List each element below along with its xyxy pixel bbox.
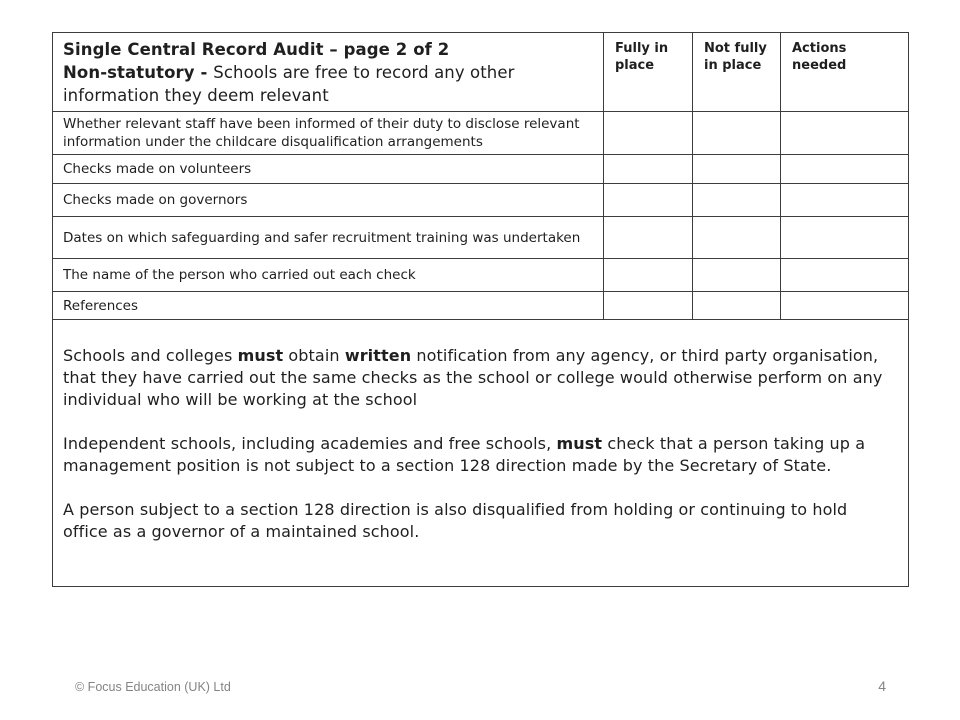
footer-copyright: © Focus Education (UK) Ltd bbox=[75, 680, 231, 694]
fully-in-place-cell bbox=[604, 292, 693, 320]
not-fully-in-place-cell bbox=[693, 217, 781, 259]
actions-needed-cell bbox=[781, 112, 909, 155]
footer-page-number: 4 bbox=[878, 678, 886, 694]
page-footer bbox=[75, 678, 886, 694]
column-header-actions-needed: Actions needed bbox=[781, 33, 909, 112]
actions-needed-cell bbox=[781, 292, 909, 320]
not-fully-in-place-cell bbox=[693, 184, 781, 217]
not-fully-in-place-cell bbox=[693, 112, 781, 155]
audit-table bbox=[52, 32, 909, 587]
table-header-row bbox=[53, 33, 909, 112]
row-label: Whether relevant staff have been informed of their duty to disclose relevant information under the childcare disqualification arrangements bbox=[53, 112, 604, 155]
table-row bbox=[53, 292, 909, 320]
table-row bbox=[53, 259, 909, 292]
fully-in-place-cell bbox=[604, 217, 693, 259]
note-paragraph: A person subject to a section 128 direction is also disqualified from holding or continuing to hold office as a governor of a maintained school. bbox=[63, 500, 848, 541]
actions-needed-cell bbox=[781, 217, 909, 259]
row-label: Dates on which safeguarding and safer recruitment training was undertaken bbox=[53, 217, 604, 259]
fully-in-place-cell bbox=[604, 184, 693, 217]
table-row bbox=[53, 112, 909, 155]
table-row bbox=[53, 155, 909, 184]
table-row bbox=[53, 184, 909, 217]
table-title: Single Central Record Audit – page 2 of 2 Non-statutory - Schools are free to record any other information they deem relevant bbox=[53, 33, 604, 112]
not-fully-in-place-cell bbox=[693, 292, 781, 320]
row-label: Checks made on volunteers bbox=[53, 155, 604, 184]
fully-in-place-cell bbox=[604, 155, 693, 184]
actions-needed-cell bbox=[781, 155, 909, 184]
column-header-not-fully-in-place: Not fully in place bbox=[693, 33, 781, 112]
row-label: References bbox=[53, 292, 604, 320]
table-row bbox=[53, 217, 909, 259]
actions-needed-cell bbox=[781, 184, 909, 217]
row-label: The name of the person who carried out each check bbox=[53, 259, 604, 292]
note-paragraph: Schools and colleges must obtain written notification from any agency, or third party organisation, that they have carried out the same checks as the school or college would otherwise perform on any individual who will be working at the school bbox=[63, 346, 883, 409]
not-fully-in-place-cell bbox=[693, 155, 781, 184]
notes-cell bbox=[53, 320, 909, 587]
column-header-fully-in-place: Fully in place bbox=[604, 33, 693, 112]
fully-in-place-cell bbox=[604, 112, 693, 155]
note-paragraph: Independent schools, including academies and free schools, must check that a person taking up a management position is not subject to a section 128 direction made by the Secretary of State. bbox=[63, 434, 866, 475]
not-fully-in-place-cell bbox=[693, 259, 781, 292]
row-label: Checks made on governors bbox=[53, 184, 604, 217]
notes-row bbox=[53, 320, 909, 587]
fully-in-place-cell bbox=[604, 259, 693, 292]
actions-needed-cell bbox=[781, 259, 909, 292]
